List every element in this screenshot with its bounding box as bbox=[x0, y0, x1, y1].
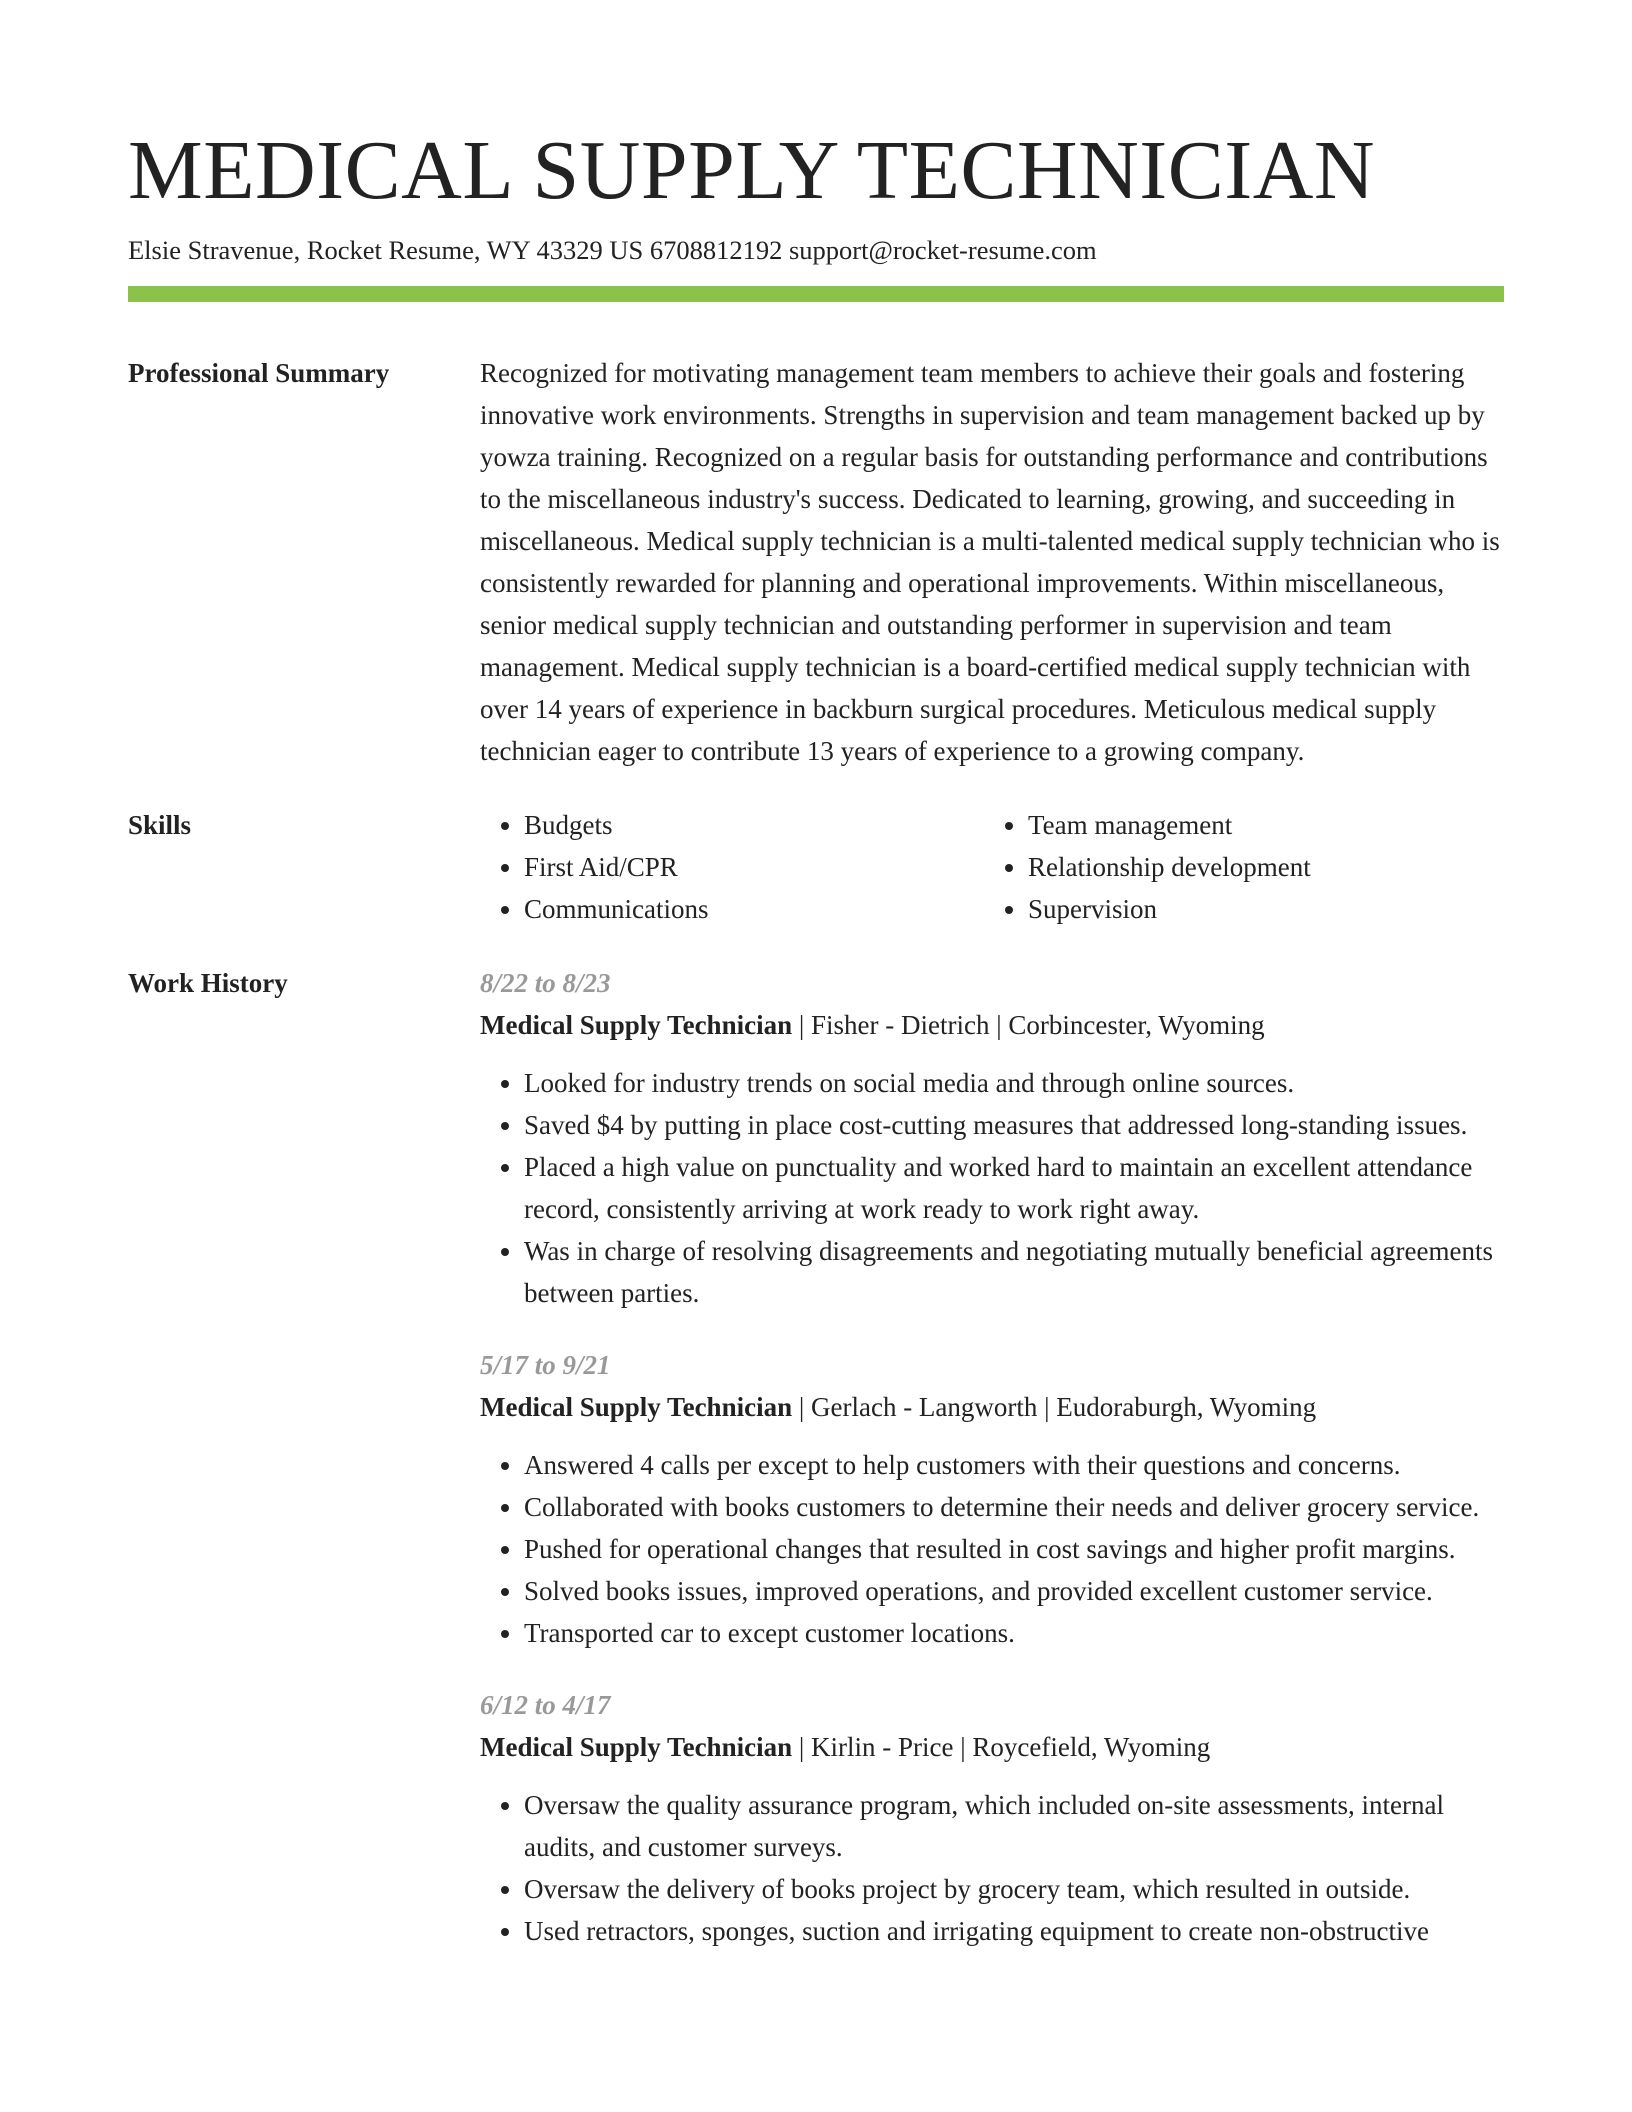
work-history-body bbox=[480, 962, 1504, 1982]
job-bullet: • Used retractors, sponges, suction and irrigating equipment to create non-obstructive bbox=[524, 1910, 1504, 1952]
section-label-skills: Skills bbox=[128, 810, 192, 840]
job-bullets bbox=[480, 1062, 1504, 1314]
skills-grid bbox=[480, 804, 1504, 930]
skill-item: • Relationship development bbox=[1028, 846, 1504, 888]
summary-text: Recognized for motivating management team members to achieve their goals and fostering innovative work environments. Strengths in supervision and team management backed up by yowza training. Recognized on a regular basis for outstanding performance and contributions to the miscellaneous industry's success. Dedicated to learning, growing, and succeeding in miscellaneous. Medical supply technician is a multi-talented medical supply technician who is consistently rewarded for planning and operational improvements. Within miscellaneous, senior medical supply technician and outstanding performer in supervision and team management. Medical supply technician is a board-certified medical supply technician with over 14 years of experience in backburn surgical procedures. Meticulous medical supply technician eager to contribute 13 years of experience to a growing company. bbox=[480, 358, 1500, 766]
job-bullet: • Pushed for operational changes that resulted in cost savings and higher profit margins. bbox=[524, 1528, 1504, 1570]
accent-divider bbox=[128, 286, 1504, 302]
job-title: Medical Supply Technician bbox=[480, 1010, 793, 1040]
job-employer-location: | Kirlin - Price | Roycefield, Wyoming bbox=[792, 1732, 1211, 1762]
job-dates: 6/12 to 4/17 bbox=[480, 1690, 611, 1720]
summary-section bbox=[128, 352, 1504, 772]
resume-page bbox=[128, 118, 1504, 1982]
job-title: Medical Supply Technician bbox=[480, 1392, 793, 1422]
job-bullet: • Collaborated with books customers to determine their needs and deliver grocery service. bbox=[524, 1486, 1504, 1528]
job-entry bbox=[480, 962, 1504, 1314]
job-bullets bbox=[480, 1784, 1504, 1952]
skills-list-right bbox=[984, 804, 1504, 930]
job-bullet: • Transported car to except customer locations. bbox=[524, 1612, 1504, 1654]
section-label-work: Work History bbox=[128, 968, 288, 998]
job-heading bbox=[480, 1726, 1504, 1768]
resume-title: MEDICAL SUPPLY TECHNICIAN bbox=[128, 124, 1376, 217]
job-bullet: • Oversaw the quality assurance program, which included on-site assessments, internal audits, and customer surveys. bbox=[524, 1784, 1504, 1868]
skills-section bbox=[128, 804, 1504, 930]
job-entry bbox=[480, 1684, 1504, 1952]
work-history-section bbox=[128, 962, 1504, 1982]
job-bullet: • Placed a high value on punctuality and worked hard to maintain an excellent attendance record, consistently arriving at work ready to work right away. bbox=[524, 1146, 1504, 1230]
job-heading bbox=[480, 1386, 1504, 1428]
job-heading bbox=[480, 1004, 1504, 1046]
skills-list-left bbox=[480, 804, 984, 930]
skill-item: • Team management bbox=[1028, 804, 1504, 846]
job-entry bbox=[480, 1344, 1504, 1654]
job-dates: 8/22 to 8/23 bbox=[480, 968, 611, 998]
section-label-summary: Professional Summary bbox=[128, 358, 390, 388]
job-bullet: • Oversaw the delivery of books project by grocery team, which resulted in outside. bbox=[524, 1868, 1504, 1910]
job-bullet: • Answered 4 calls per except to help customers with their questions and concerns. bbox=[524, 1444, 1504, 1486]
skill-item: • First Aid/CPR bbox=[524, 846, 984, 888]
job-bullet: • Solved books issues, improved operations, and provided excellent customer service. bbox=[524, 1570, 1504, 1612]
job-bullets bbox=[480, 1444, 1504, 1654]
job-employer-location: | Fisher - Dietrich | Corbincester, Wyoming bbox=[792, 1010, 1265, 1040]
skill-item: • Supervision bbox=[1028, 888, 1504, 930]
skill-item: • Budgets bbox=[524, 804, 984, 846]
job-employer-location: | Gerlach - Langworth | Eudoraburgh, Wyoming bbox=[792, 1392, 1317, 1422]
job-dates: 5/17 to 9/21 bbox=[480, 1350, 611, 1380]
contact-line: Elsie Stravenue, Rocket Resume, WY 43329 US 6708812192 support@rocket-resume.com bbox=[128, 235, 1097, 265]
skill-item: • Communications bbox=[524, 888, 984, 930]
job-title: Medical Supply Technician bbox=[480, 1732, 793, 1762]
job-bullet: • Was in charge of resolving disagreements and negotiating mutually beneficial agreements between parties. bbox=[524, 1230, 1504, 1314]
job-bullet: • Looked for industry trends on social media and through online sources. bbox=[524, 1062, 1504, 1104]
job-bullet: • Saved $4 by putting in place cost-cutting measures that addressed long-standing issues. bbox=[524, 1104, 1504, 1146]
